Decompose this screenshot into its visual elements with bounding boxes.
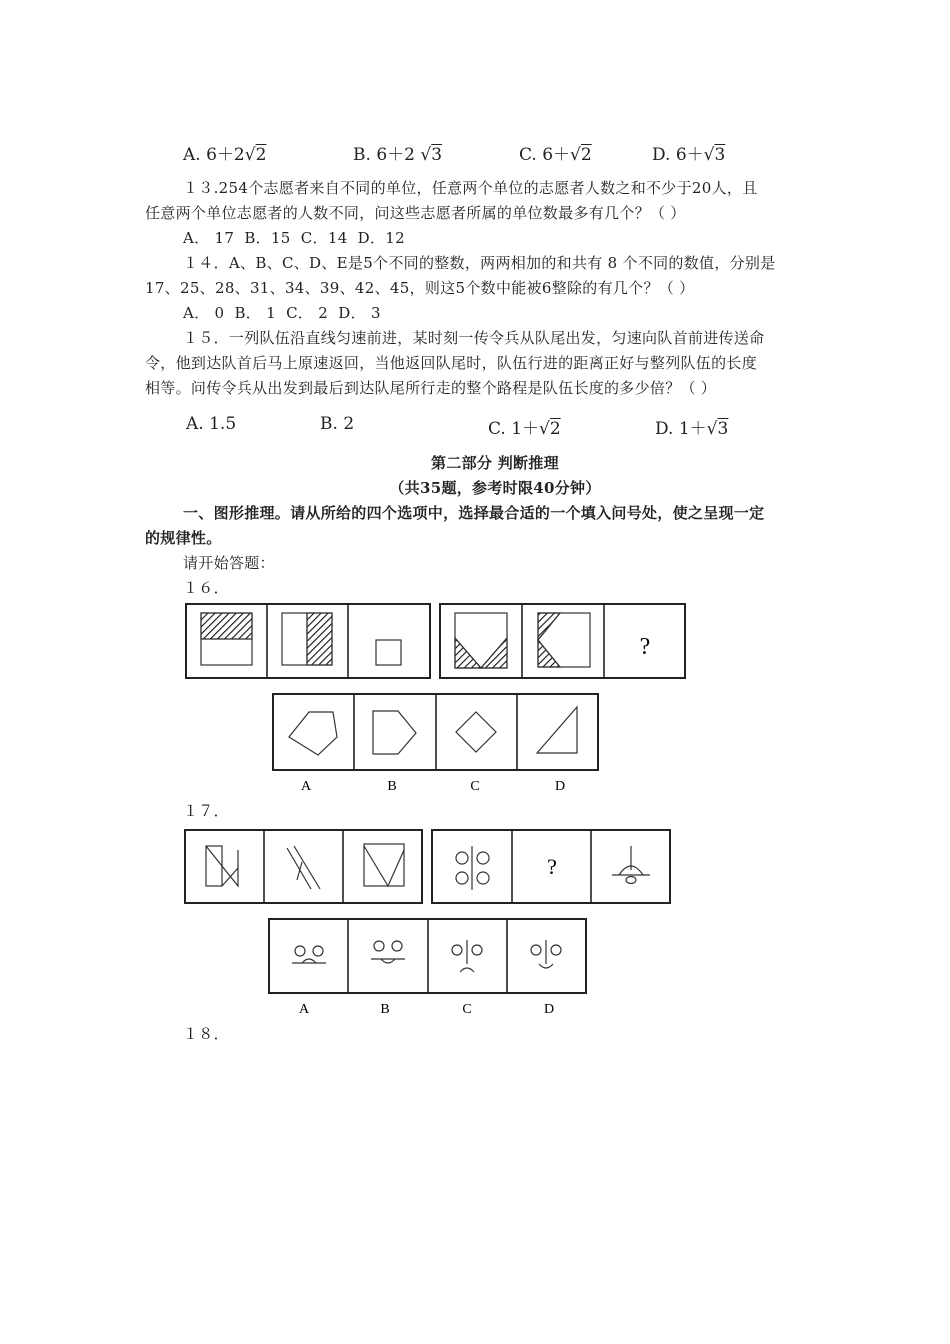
instruction-line-2: 的规律性。 [145, 529, 222, 547]
q15-option-a: A. 1.5 [186, 414, 237, 434]
q15-line-1: １５．一列队伍沿直线匀速前进，某时刻一传令兵从队尾出发，匀速向队首前进传送命 [183, 329, 765, 347]
q17-option-b-label: B [380, 1002, 390, 1017]
q17-number: １７． [183, 802, 229, 820]
q17-options-row [269, 919, 586, 1017]
q18-number: １８． [183, 1025, 229, 1043]
q12-option-d: D. 6＋√3 [652, 145, 726, 165]
q16-number: １６． [183, 579, 229, 597]
instruction-line-1: 一、图形推理。请从所给的四个选项中，选择最合适的一个填入问号处，使之呈现一定 [183, 504, 765, 522]
sqrt-symbol: √ [420, 145, 432, 165]
section-title: 第二部分 判断推理 [431, 454, 559, 472]
q17-question-row [185, 830, 670, 903]
q17-option-c-label: C [462, 1002, 472, 1017]
q16-option-c-label: C [470, 779, 480, 794]
section-subtitle: （共35题，参考时限40分钟） [389, 479, 601, 497]
q16-options-row [273, 694, 598, 794]
q16-option-b-label: B [387, 779, 397, 794]
q17-question-mark: ? [547, 854, 557, 879]
q15-option-b: B. 2 [320, 414, 355, 434]
start-prompt: 请开始答题： [183, 554, 275, 572]
q16-question-mark: ? [639, 634, 651, 660]
q17-option-d-label: D [543, 1002, 555, 1017]
q13-line-2: 任意两个单位志愿者的人数不同，问这些志愿者所属的单位数最多有几个？（ ） [145, 204, 686, 222]
q13-options: A． 17 B．15 C．14 D．12 [183, 229, 405, 247]
q14-line-1: １４．A、B、C、D、E是5个不同的整数，两两相加的和共有 8 个不同的数值，分别是 [183, 254, 776, 272]
q12-option-a: A. 6＋2√2 [183, 145, 267, 165]
q17-option-a-label: A [298, 1002, 310, 1017]
q12-option-b: B. 6＋2 √3 [353, 145, 443, 165]
sqrt-symbol: √ [539, 419, 550, 439]
q15-option-d: D. 1＋√3 [655, 419, 729, 439]
sqrt-symbol: √ [244, 145, 256, 165]
q12-option-c: C. 6＋√2 [519, 145, 592, 165]
q16-option-a-label: A [300, 779, 312, 794]
sqrt-symbol: √ [570, 145, 581, 165]
q15-line-3: 相等。问传令兵从出发到最后到达队尾所行走的整个路程是队伍长度的多少倍？（ ） [145, 379, 717, 397]
q16-option-d-label: D [554, 779, 566, 794]
sqrt-symbol: √ [703, 145, 715, 165]
sqrt-symbol: √ [706, 419, 718, 439]
q16-question-row [186, 604, 685, 678]
q14-options: A． 0 B． 1 C． 2 D． 3 [183, 304, 381, 322]
q15-option-c: C. 1＋√2 [488, 419, 561, 439]
q13-line-1: １３.254个志愿者来自不同的单位，任意两个单位的志愿者人数之和不少于20人，且 [183, 179, 758, 197]
q15-line-2: 令，他到达队首后马上原速返回，当他返回队尾时，队伍行进的距离正好与整列队伍的长度 [145, 354, 758, 372]
q14-line-2: 17、25、28、31、34、39、42、45，则这5个数中能被6整除的有几个？（ ） [145, 279, 695, 297]
